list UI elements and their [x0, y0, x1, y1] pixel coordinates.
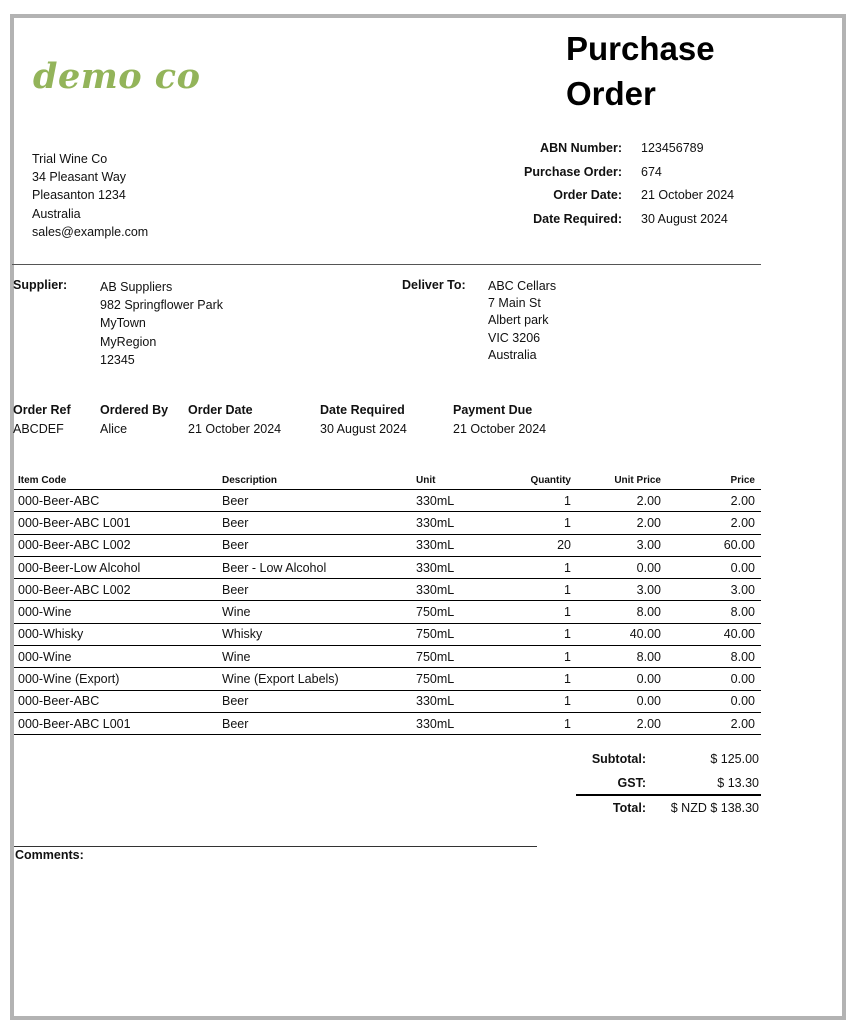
meta-values [641, 137, 734, 231]
company-address-line2: Pleasanton 1234 [32, 188, 126, 203]
supplier-label: Supplier: [13, 278, 68, 292]
deliver-to-address [488, 278, 556, 364]
cell-unit-price: 0.00 [577, 690, 667, 712]
deliver-name: ABC Cellars [488, 279, 557, 293]
col-header-description: Description [218, 473, 412, 490]
comments-label: Comments: [15, 848, 84, 862]
col-header-unit-price: Unit Price [577, 473, 667, 490]
payment-due-label: Payment Due [453, 403, 533, 417]
supplier-line4: 12345 [100, 352, 135, 367]
order-date-value: 21 October 2024 [641, 188, 735, 202]
cell-unit-price: 2.00 [577, 512, 667, 534]
total-value: $ NZD $ 138.30 [670, 801, 759, 815]
cell-unit-price: 2.00 [577, 490, 667, 512]
info-date-required-value: 30 August 2024 [320, 422, 407, 436]
cell-item-code: 000-Beer-ABC [14, 690, 218, 712]
cell-unit-price: 3.00 [577, 534, 667, 556]
cell-description: Wine (Export Labels) [218, 668, 412, 690]
order-ref-block [13, 403, 71, 436]
cell-unit-price: 8.00 [577, 646, 667, 668]
info-order-date-value: 21 October 2024 [188, 422, 282, 436]
table-row [14, 690, 761, 712]
ordered-by-value: Alice [100, 422, 128, 436]
cell-price: 3.00 [667, 579, 761, 601]
cell-price: 40.00 [667, 623, 761, 645]
totals-divider [576, 794, 761, 796]
table-body [14, 490, 761, 735]
col-header-price: Price [667, 473, 761, 490]
abn-label: ABN Number: [540, 141, 622, 155]
order-date-label: Order Date: [553, 188, 622, 202]
cell-item-code: 000-Beer-Low Alcohol [14, 556, 218, 578]
cell-description: Beer [218, 579, 412, 601]
cell-item-code: 000-Wine [14, 601, 218, 623]
cell-price: 0.00 [667, 668, 761, 690]
col-header-item-code: Item Code [14, 473, 218, 490]
abn-value: 123456789 [641, 141, 704, 155]
col-header-unit: Unit [412, 473, 507, 490]
cell-item-code: 000-Whisky [14, 623, 218, 645]
order-ref-value: ABCDEF [13, 422, 64, 436]
table-row [14, 623, 761, 645]
deliver-line3: VIC 3206 [488, 330, 541, 345]
cell-price: 0.00 [667, 556, 761, 578]
date-required-block [320, 403, 407, 436]
cell-price: 2.00 [667, 490, 761, 512]
table-row [14, 579, 761, 601]
deliver-to-label: Deliver To: [402, 278, 466, 292]
subtotal-value: $ 125.00 [710, 752, 759, 766]
deliver-line2: Albert park [488, 313, 549, 328]
cell-quantity: 1 [507, 646, 577, 668]
table-row [14, 512, 761, 534]
cell-unit: 330mL [412, 512, 507, 534]
table-row [14, 601, 761, 623]
deliver-line4: Australia [488, 347, 537, 362]
cell-unit: 750mL [412, 601, 507, 623]
supplier-name: AB Suppliers [100, 280, 173, 294]
cell-quantity: 1 [507, 668, 577, 690]
gst-value: $ 13.30 [717, 776, 759, 790]
table-row [14, 534, 761, 556]
company-name: Trial Wine Co [32, 152, 108, 166]
cell-unit-price: 40.00 [577, 623, 667, 645]
cell-quantity: 1 [507, 623, 577, 645]
po-value: 674 [641, 164, 662, 179]
order-date-block [188, 403, 281, 436]
total-label: Total: [612, 801, 646, 815]
company-address [32, 150, 148, 241]
supplier-address [100, 278, 223, 369]
ordered-by-label: Ordered By [100, 403, 169, 417]
order-ref-label: Order Ref [13, 403, 71, 417]
cell-unit-price: 3.00 [577, 579, 667, 601]
cell-price: 0.00 [667, 690, 761, 712]
cell-description: Beer [218, 512, 412, 534]
gst-label: GST: [617, 776, 646, 790]
table-row [14, 712, 761, 734]
cell-quantity: 20 [507, 534, 577, 556]
document-title [566, 26, 715, 116]
cell-unit: 330mL [412, 556, 507, 578]
cell-price: 8.00 [667, 646, 761, 668]
cell-price: 2.00 [667, 712, 761, 734]
cell-description: Beer [218, 490, 412, 512]
cell-description: Whisky [218, 623, 412, 645]
cell-unit: 330mL [412, 690, 507, 712]
po-label: Purchase Order: [524, 164, 622, 179]
cell-quantity: 1 [507, 601, 577, 623]
line-items-table [14, 473, 761, 735]
cell-item-code: 000-Wine (Export) [14, 668, 218, 690]
cell-description: Beer - Low Alcohol [218, 556, 412, 578]
cell-item-code: 000-Beer-ABC L002 [14, 579, 218, 601]
cell-quantity: 1 [507, 512, 577, 534]
cell-unit-price: 0.00 [577, 556, 667, 578]
cell-description: Wine [218, 601, 412, 623]
cell-quantity: 1 [507, 712, 577, 734]
info-order-date-label: Order Date [188, 403, 253, 417]
supplier-line1: 982 Springflower Park [100, 298, 223, 313]
cell-price: 60.00 [667, 534, 761, 556]
table-row [14, 646, 761, 668]
cell-item-code: 000-Beer-ABC L001 [14, 512, 218, 534]
cell-unit: 330mL [412, 712, 507, 734]
cell-item-code: 000-Beer-ABC L001 [14, 712, 218, 734]
header-divider [12, 264, 761, 265]
payment-due-value: 21 October 2024 [453, 422, 547, 436]
cell-description: Beer [218, 534, 412, 556]
deliver-line1: 7 Main St [488, 296, 541, 311]
cell-quantity: 1 [507, 490, 577, 512]
cell-item-code: 000-Beer-ABC L002 [14, 534, 218, 556]
table-row [14, 490, 761, 512]
company-email: sales@example.com [32, 224, 149, 239]
cell-quantity: 1 [507, 579, 577, 601]
cell-unit: 750mL [412, 623, 507, 645]
cell-price: 2.00 [667, 512, 761, 534]
date-required-value: 30 August 2024 [641, 211, 728, 226]
supplier-line2: MyTown [100, 316, 146, 331]
title-line-1: Purchase [566, 30, 715, 67]
cell-item-code: 000-Beer-ABC [14, 490, 218, 512]
cell-unit-price: 0.00 [577, 668, 667, 690]
cell-description: Beer [218, 690, 412, 712]
cell-unit: 750mL [412, 668, 507, 690]
cell-quantity: 1 [507, 690, 577, 712]
table-row [14, 668, 761, 690]
ordered-by-block [100, 403, 168, 436]
title-line-2: Order [566, 75, 656, 112]
table-row [14, 556, 761, 578]
meta-labels [470, 137, 622, 231]
date-required-label: Date Required: [533, 211, 622, 226]
cell-unit: 330mL [412, 579, 507, 601]
subtotal-label: Subtotal: [591, 752, 646, 766]
comments-divider [14, 846, 537, 847]
cell-price: 8.00 [667, 601, 761, 623]
cell-unit-price: 8.00 [577, 601, 667, 623]
info-date-required-label: Date Required [320, 403, 405, 417]
cell-quantity: 1 [507, 556, 577, 578]
cell-description: Wine [218, 646, 412, 668]
supplier-line3: MyRegion [100, 334, 157, 349]
cell-unit: 750mL [412, 646, 507, 668]
payment-due-block [453, 403, 546, 436]
company-address-line1: 34 Pleasant Way [32, 170, 127, 185]
company-country: Australia [32, 206, 81, 221]
table-header-row [14, 473, 761, 490]
cell-unit: 330mL [412, 490, 507, 512]
cell-description: Beer [218, 712, 412, 734]
cell-unit: 330mL [412, 534, 507, 556]
cell-item-code: 000-Wine [14, 646, 218, 668]
company-logo: demo co [33, 56, 201, 97]
col-header-quantity: Quantity [507, 473, 577, 490]
cell-unit-price: 2.00 [577, 712, 667, 734]
